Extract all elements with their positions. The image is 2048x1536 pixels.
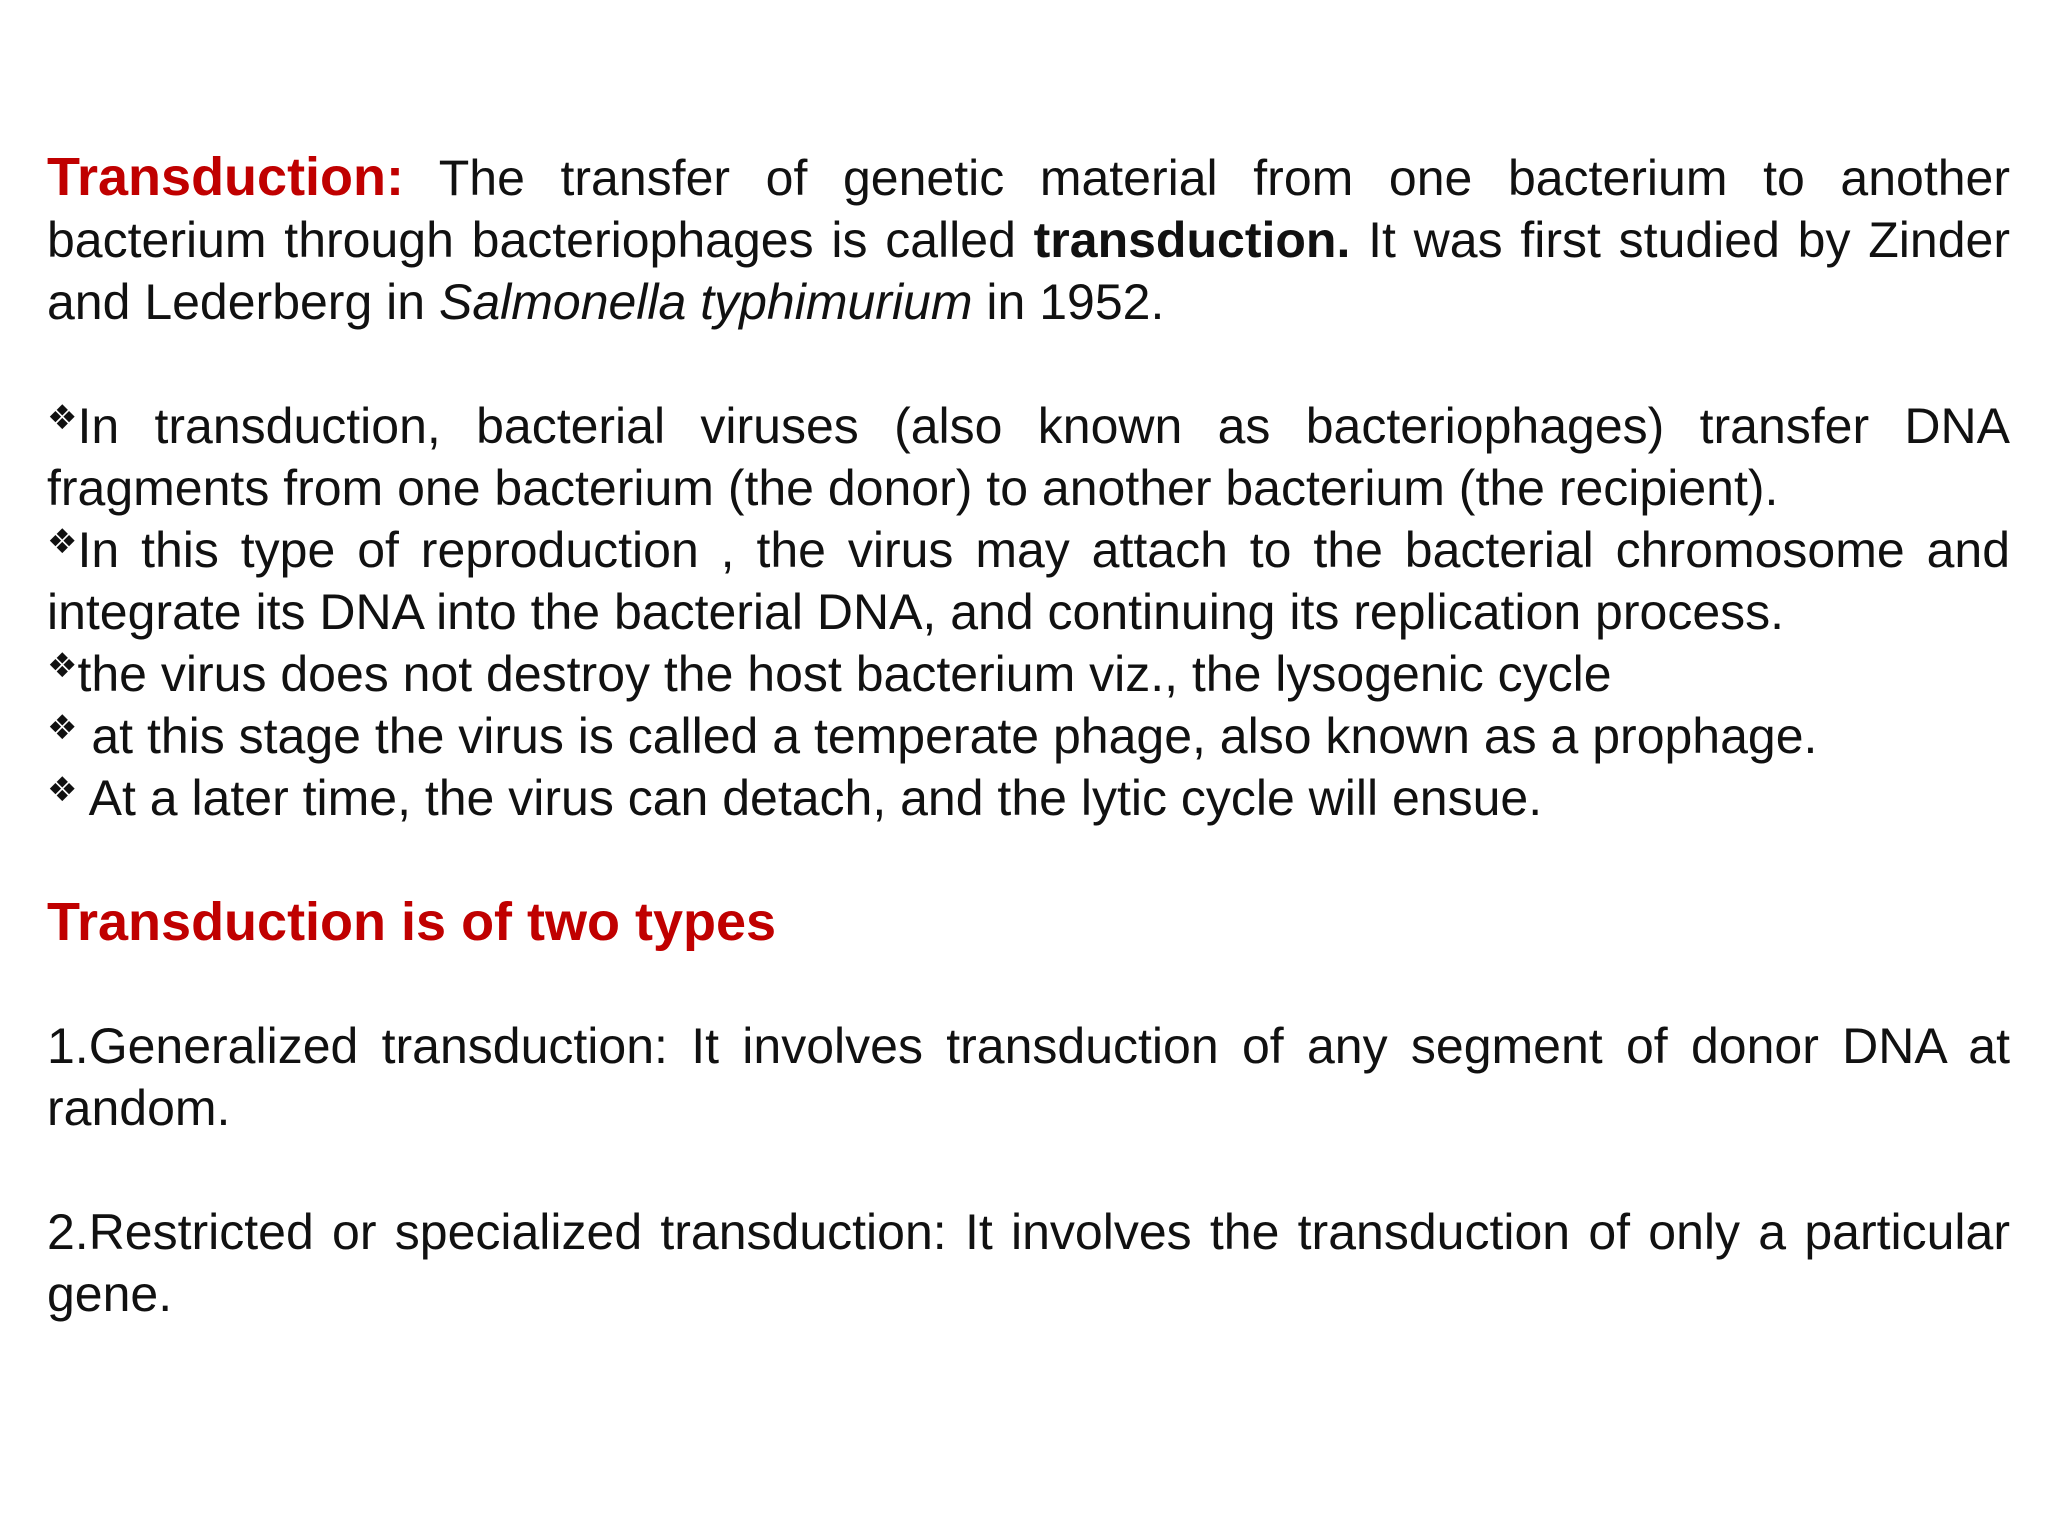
diamond-bullet-icon: ❖: [47, 398, 78, 438]
type-item-specialized: 2.Restricted or specialized transduction: It involves the transduction of only a particular gene.: [47, 1204, 2010, 1322]
intro-paragraph: [47, 146, 2010, 333]
intro-bold-term: transduction.: [1033, 212, 1351, 268]
intro-text-3: in 1952.: [972, 274, 1165, 330]
intro-species: Salmonella typhimurium: [438, 274, 973, 330]
diamond-bullet-icon: ❖: [47, 770, 78, 810]
bullet-text: the virus does not destroy the host bacterium viz., the lysogenic cycle: [77, 646, 1612, 702]
spacer: [47, 1139, 2010, 1201]
intro-term: Transduction:: [47, 147, 405, 207]
types-heading: Transduction is of two types: [47, 892, 777, 952]
bullet-item: [47, 395, 2010, 519]
bullet-item: [47, 519, 2010, 643]
bullet-text: at this stage the virus is called a temperate phage, also known as a prophage.: [77, 708, 1818, 764]
diamond-bullet-icon: ❖: [47, 522, 78, 562]
diamond-bullet-icon: ❖: [47, 708, 78, 748]
bullet-text: In transduction, bacterial viruses (also known as bacteriophages) transfer DNA fragments from one bacterium (the donor) to another bacterium (the recipient).: [47, 398, 2010, 516]
bullet-item: [47, 643, 2010, 705]
bullet-item: [47, 705, 2010, 767]
bullet-text: At a later time, the virus can detach, and the lytic cycle will ensue.: [77, 770, 1543, 826]
bullet-text: In this type of reproduction , the virus may attach to the bacterial chromosome and integrate its DNA into the bacterial DNA, and continuing its replication process.: [47, 522, 2010, 640]
bullet-item: [47, 767, 2010, 829]
intro-text-1: The transfer of genetic material from one bacterium to another bacterium through bacteriophages is called: [47, 150, 2010, 268]
spacer: [47, 333, 2010, 395]
spacer: [47, 953, 2010, 1015]
type-item-generalized: 1.Generalized transduction: It involves transduction of any segment of donor DNA at random.: [47, 1018, 2010, 1136]
intro-text-2: It was first studied by Zinder and Lederberg in: [47, 212, 2010, 330]
spacer: [47, 829, 2010, 891]
slide-content: [47, 146, 2010, 1325]
diamond-bullet-icon: ❖: [47, 646, 78, 686]
